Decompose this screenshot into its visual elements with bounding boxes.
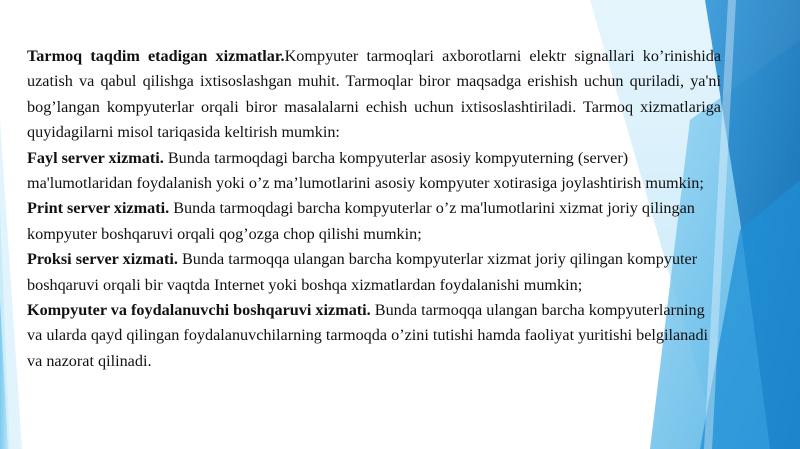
service-paragraph-file-server — [27, 146, 721, 197]
paragraph-text: Kompyuter tarmoqlari axborotlarni elektr signallari ko’rinishida uzatish va qabul qilishga ixtisoslashgan muhit. Tarmoqlar biror maqsadga erishish uchun quriladi, ya'ni bog’langan kompyuterlar orqali biror masalalarni echish uchun ixtisoslashtiriladi. Tarmoq xizmatlariga quyidagilarni misol tariqasida keltirish mumkin: — [27, 47, 721, 142]
service-paragraph-user-management — [27, 298, 721, 374]
paragraph-text: Bunda tarmoqqa ulangan barcha kompyuterlarning va ularda qayd qilingan foydalanuvchilarning tarmoqda o’zini tutishi hamda faoliyat yuritishi belgilanadi va nazorat qilinadi. — [27, 301, 709, 370]
paragraph-text: Bunda tarmoqqa ulangan barcha kompyuterlar xizmat joriy qilingan kompyuter boshqaruvi orqali bir vaqtda Internet yoki boshqa xizmatlardan foydalanishi mumkin; — [27, 250, 698, 294]
service-heading: Proksi server xizmati. — [27, 250, 178, 269]
paragraph-text: Bunda tarmoqdagi barcha kompyuterlar o’z ma'lumotlarini xizmat joriy qilingan kompyuter boshqaruvi orqali qog’ozga chop qilishi mumkin; — [27, 199, 695, 243]
paragraph-text: Bunda tarmoqdagi barcha kompyuterlar asosiy kompyuterning (server) ma'lumotlaridan foydalanish yoki o’z ma’lumotlarini asosiy kompyuter xotirasiga joylashtirish mumkin; — [27, 148, 704, 193]
slide-body — [27, 44, 721, 374]
service-heading: Fayl server xizmati. — [27, 148, 164, 167]
section-heading: Tarmoq taqdim etadigan xizmatlar. — [27, 47, 285, 65]
service-heading: Kompyuter va foydalanuvchi boshqaruvi xizmati. — [27, 301, 371, 320]
intro-paragraph — [27, 44, 721, 146]
service-heading: Print server xizmati. — [27, 199, 170, 218]
service-paragraph-proxy-server — [27, 247, 721, 298]
service-paragraph-print-server — [27, 196, 721, 247]
